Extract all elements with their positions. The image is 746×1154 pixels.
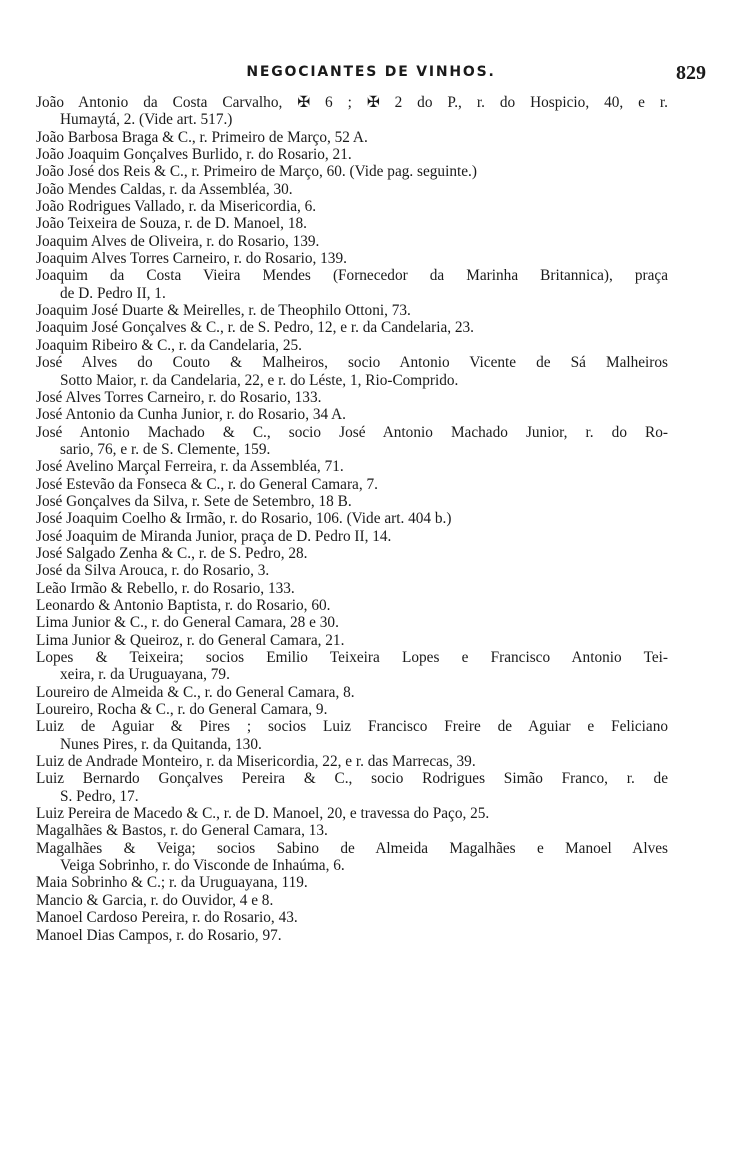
list-item bbox=[36, 354, 668, 389]
list-item bbox=[36, 389, 668, 406]
entry-continuation-line: Veiga Sobrinho, r. do Visconde de Inhaúma, 6. bbox=[60, 857, 345, 875]
entry-line: João Barbosa Braga & C., r. Primeiro de Março, 52 A. bbox=[36, 128, 368, 146]
entry-line: José Joaquim de Miranda Junior, praça de D. Pedro II, 14. bbox=[36, 527, 392, 545]
list-item bbox=[36, 614, 668, 631]
list-item bbox=[36, 493, 668, 510]
entry-continuation-line: sario, 76, e r. de S. Clemente, 159. bbox=[60, 440, 271, 458]
list-item bbox=[36, 701, 668, 718]
entry-line: Joaquim Alves de Oliveira, r. do Rosario, 139. bbox=[36, 232, 320, 250]
entry-line: Lima Junior & Queiroz, r. do General Camara, 21. bbox=[36, 631, 345, 649]
entry-continuation-line: Nunes Pires, r. da Quitanda, 130. bbox=[60, 735, 262, 753]
entry-continuation-line: Sotto Maior, r. da Candelaria, 22, e r. do Léste, 1, Rio-Comprido. bbox=[60, 371, 459, 389]
list-item bbox=[36, 892, 668, 909]
entry-continuation-line: S. Pedro, 17. bbox=[60, 787, 139, 805]
list-item bbox=[36, 250, 668, 267]
entry-line: Joaquim da Costa Vieira Mendes (Fornecedor da Marinha Britannica), praça bbox=[36, 267, 668, 285]
entry-line: José Avelino Marçal Ferreira, r. da Assembléa, 71. bbox=[36, 458, 344, 476]
entry-line: Leão Irmão & Rebello, r. do Rosario, 133. bbox=[36, 579, 295, 597]
entry-line: João Joaquim Gonçalves Burlido, r. do Rosario, 21. bbox=[36, 146, 352, 164]
entry-line: Lima Junior & C., r. do General Camara, 28 e 30. bbox=[36, 614, 339, 632]
list-item bbox=[36, 458, 668, 475]
list-item bbox=[36, 215, 668, 232]
entry-line: João José dos Reis & C., r. Primeiro de Março, 60. (Vide pag. seguinte.) bbox=[36, 163, 477, 181]
list-item bbox=[36, 874, 668, 891]
entry-line: Luiz Bernardo Gonçalves Pereira & C., socio Rodrigues Simão Franco, r. de bbox=[36, 770, 668, 788]
list-item bbox=[36, 753, 668, 770]
list-item bbox=[36, 163, 668, 180]
entry-line: João Antonio da Costa Carvalho, ✠ 6 ; ✠ 2 do P., r. do Hospicio, 40, e r. bbox=[36, 94, 668, 111]
entry-continuation-line: Humaytá, 2. (Vide art. 517.) bbox=[60, 111, 233, 129]
entry-line: Maia Sobrinho & C.; r. da Uruguayana, 119. bbox=[36, 874, 308, 892]
list-item bbox=[36, 181, 668, 198]
section-title: NEGOCIANTES DE VINHOS. bbox=[246, 64, 496, 80]
list-item bbox=[36, 528, 668, 545]
list-item bbox=[36, 649, 668, 684]
entry-line: João Mendes Caldas, r. da Assembléa, 30. bbox=[36, 180, 293, 198]
list-item bbox=[36, 805, 668, 822]
list-item bbox=[36, 319, 668, 336]
entry-line: Manoel Cardoso Pereira, r. do Rosario, 43. bbox=[36, 909, 298, 927]
entry-line: Loureiro de Almeida & C., r. do General Camara, 8. bbox=[36, 683, 355, 701]
entry-line: Joaquim Alves Torres Carneiro, r. do Rosario, 139. bbox=[36, 250, 347, 268]
list-item bbox=[36, 510, 668, 527]
entry-line: Leonardo & Antonio Baptista, r. do Rosario, 60. bbox=[36, 596, 331, 614]
entry-line: José Gonçalves da Silva, r. Sete de Setembro, 18 B. bbox=[36, 492, 352, 510]
entry-line: Magalhães & Bastos, r. do General Camara, 13. bbox=[36, 822, 328, 840]
list-item bbox=[36, 840, 668, 875]
list-item bbox=[36, 146, 668, 163]
list-item bbox=[36, 632, 668, 649]
list-item bbox=[36, 822, 668, 839]
entry-line: Magalhães & Veiga; socios Sabino de Almeida Magalhães e Manoel Alves bbox=[36, 839, 668, 857]
entry-line: Luiz de Aguiar & Pires ; socios Luiz Francisco Freire de Aguiar e Feliciano bbox=[36, 718, 668, 736]
list-item bbox=[36, 545, 668, 562]
entry-line: Joaquim Ribeiro & C., r. da Candelaria, 25. bbox=[36, 336, 302, 354]
entry-line: José Alves do Couto & Malheiros, socio Antonio Vicente de Sá Malheiros bbox=[36, 354, 668, 372]
page-header bbox=[36, 62, 706, 92]
merchant-list bbox=[36, 94, 668, 944]
entry-line: Lopes & Teixeira; socios Emilio Teixeira Lopes e Francisco Antonio Tei- bbox=[36, 649, 668, 666]
list-item bbox=[36, 909, 668, 926]
list-item bbox=[36, 770, 668, 805]
entry-line: Loureiro, Rocha & C., r. do General Camara, 9. bbox=[36, 701, 328, 719]
list-item bbox=[36, 580, 668, 597]
list-item bbox=[36, 562, 668, 579]
entry-line: José Joaquim Coelho & Irmão, r. do Rosario, 106. (Vide art. 404 b.) bbox=[36, 510, 452, 528]
entry-line: Luiz de Andrade Monteiro, r. da Misericordia, 22, e r. das Marrecas, 39. bbox=[36, 753, 476, 771]
list-item bbox=[36, 424, 668, 459]
entry-continuation-line: xeira, r. da Uruguayana, 79. bbox=[60, 666, 230, 684]
entry-line: José Salgado Zenha & C., r. de S. Pedro, 28. bbox=[36, 544, 308, 562]
list-item bbox=[36, 927, 668, 944]
entry-line: José Alves Torres Carneiro, r. do Rosario, 133. bbox=[36, 388, 322, 406]
entry-line: José Antonio Machado & C., socio José Antonio Machado Junior, r. do Ro- bbox=[36, 423, 668, 441]
list-item bbox=[36, 476, 668, 493]
list-item bbox=[36, 129, 668, 146]
entry-line: João Rodrigues Vallado, r. da Misericordia, 6. bbox=[36, 198, 317, 216]
list-item bbox=[36, 597, 668, 614]
list-item bbox=[36, 406, 668, 423]
entry-line: José Estevão da Fonseca & C., r. do General Camara, 7. bbox=[36, 475, 378, 493]
page-number: 829 bbox=[676, 62, 706, 84]
entry-line: José da Silva Arouca, r. do Rosario, 3. bbox=[36, 562, 270, 580]
list-item bbox=[36, 302, 668, 319]
list-item bbox=[36, 267, 668, 302]
list-item bbox=[36, 233, 668, 250]
entry-line: Mancio & Garcia, r. do Ouvidor, 4 e 8. bbox=[36, 891, 274, 909]
entry-line: Luiz Pereira de Macedo & C., r. de D. Manoel, 20, e travessa do Paço, 25. bbox=[36, 805, 490, 823]
list-item bbox=[36, 684, 668, 701]
entry-line: José Antonio da Cunha Junior, r. do Rosario, 34 A. bbox=[36, 406, 346, 424]
list-item bbox=[36, 198, 668, 215]
entry-line: Manoel Dias Campos, r. do Rosario, 97. bbox=[36, 926, 282, 944]
entry-continuation-line: de D. Pedro II, 1. bbox=[60, 284, 166, 302]
list-item bbox=[36, 94, 668, 129]
entry-line: Joaquim José Gonçalves & C., r. de S. Pedro, 12, e r. da Candelaria, 23. bbox=[36, 319, 475, 337]
list-item bbox=[36, 337, 668, 354]
entry-line: Joaquim José Duarte & Meirelles, r. de Theophilo Ottoni, 73. bbox=[36, 302, 411, 320]
list-item bbox=[36, 718, 668, 753]
entry-line: João Teixeira de Souza, r. de D. Manoel, 18. bbox=[36, 215, 307, 233]
